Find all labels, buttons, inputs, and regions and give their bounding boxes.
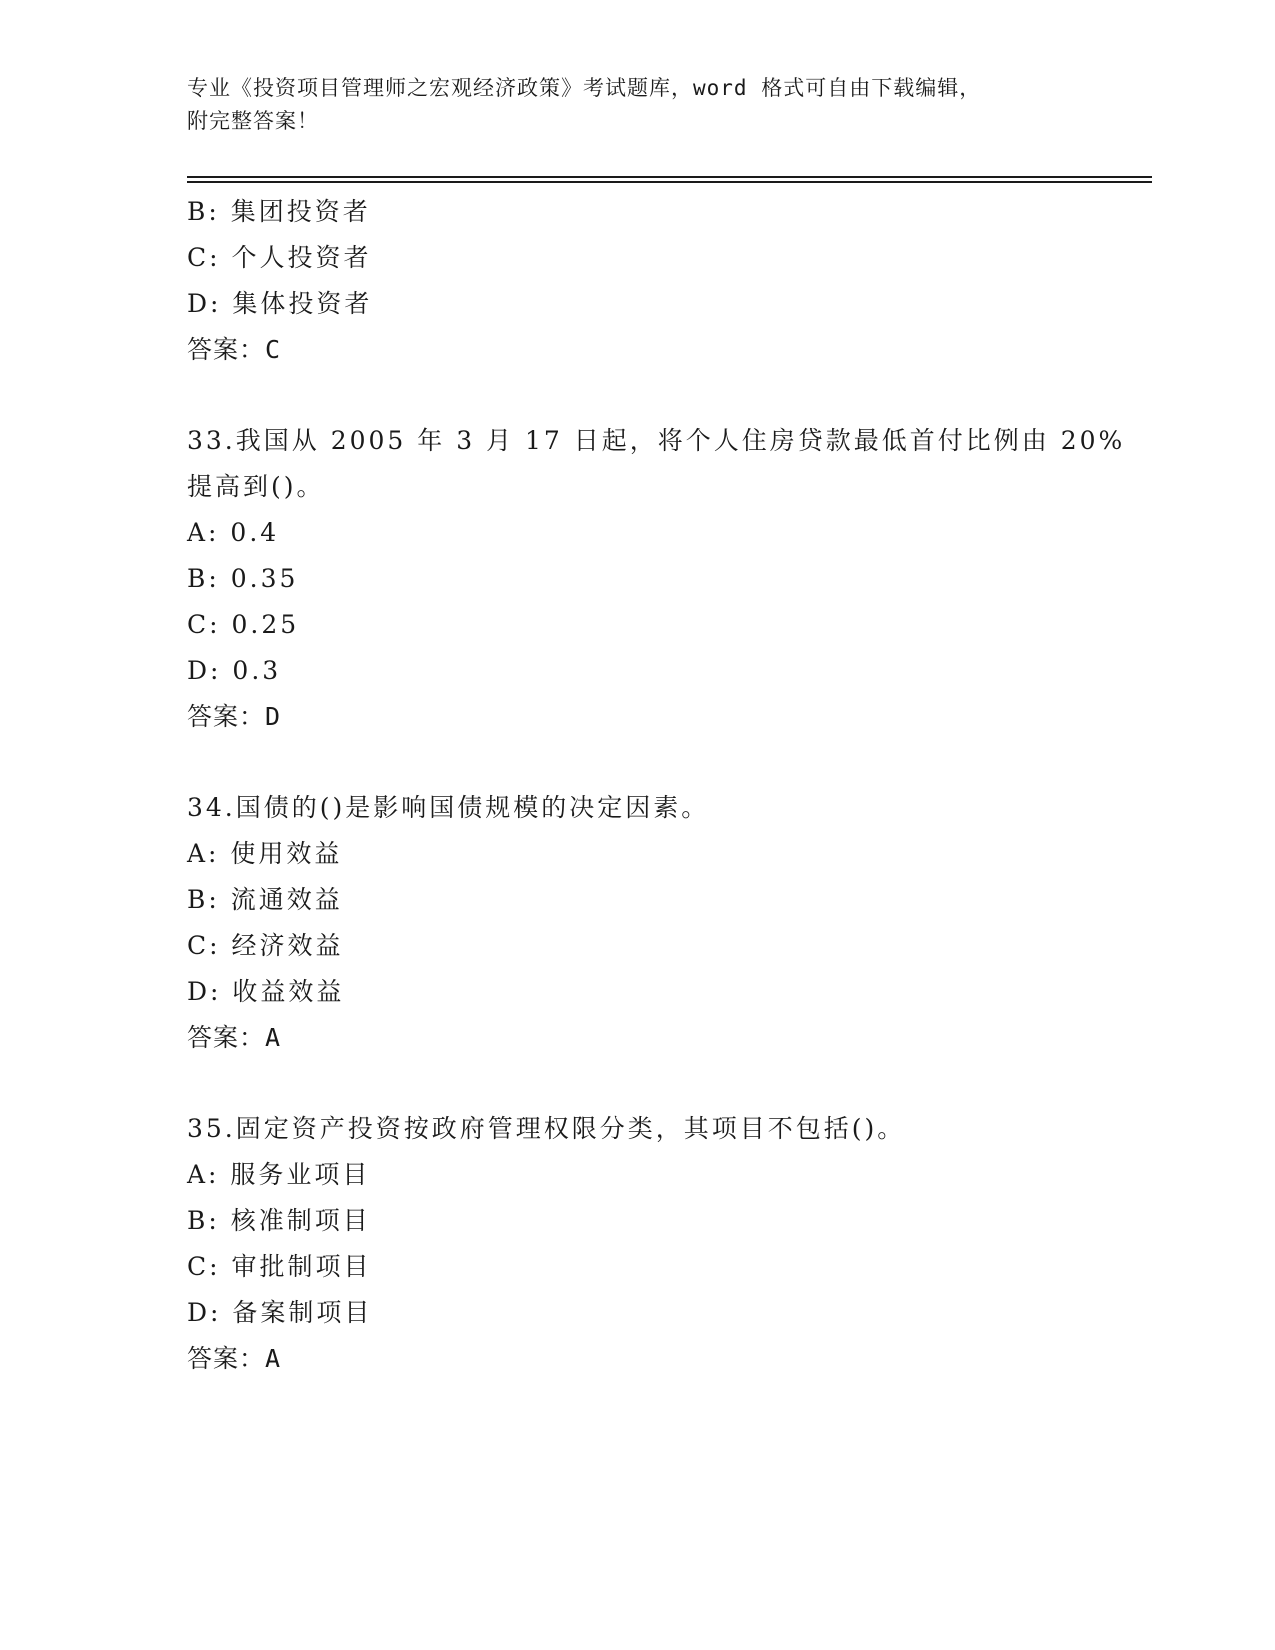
header-divider-top bbox=[187, 176, 1152, 178]
question-stem: 34.国债的()是影响国债规模的决定因素。 bbox=[187, 793, 710, 822]
option-a: A: 使用效益 bbox=[187, 839, 343, 868]
document-header bbox=[187, 72, 1087, 138]
question-stem-continued: 提高到()。 bbox=[187, 472, 325, 501]
option-d: D: 0.3 bbox=[187, 656, 282, 685]
question-block-33 bbox=[187, 418, 1152, 740]
option-c: C: 个人投资者 bbox=[187, 243, 372, 272]
answer-line: 答案：D bbox=[187, 702, 282, 731]
header-line-1: 专业《投资项目管理师之宏观经济政策》考试题库，word 格式可自由下载编辑， bbox=[187, 76, 982, 100]
option-b: B: 流通效益 bbox=[187, 885, 343, 914]
header-line-2: 附完整答案！ bbox=[187, 109, 319, 133]
answer-line: 答案：A bbox=[187, 1023, 282, 1052]
question-list bbox=[187, 189, 1152, 1382]
question-spacer bbox=[187, 740, 1152, 785]
answer-line: 答案：A bbox=[187, 1344, 282, 1373]
question-stem: 33.我国从 2005 年 3 月 17 日起，将个人住房贷款最低首付比例由 20% bbox=[187, 426, 1126, 455]
option-b: B: 核准制项目 bbox=[187, 1206, 371, 1235]
option-d: D: 集体投资者 bbox=[187, 289, 373, 318]
option-c: C: 审批制项目 bbox=[187, 1252, 372, 1281]
question-block-35 bbox=[187, 1106, 1152, 1382]
option-c: C: 经济效益 bbox=[187, 931, 344, 960]
option-d: D: 备案制项目 bbox=[187, 1298, 373, 1327]
question-block-previous bbox=[187, 189, 1152, 373]
option-a: A: 服务业项目 bbox=[187, 1160, 371, 1189]
option-d: D: 收益效益 bbox=[187, 977, 345, 1006]
question-block-34 bbox=[187, 785, 1152, 1061]
option-a: A: 0.4 bbox=[187, 518, 280, 547]
option-c: C: 0.25 bbox=[187, 610, 300, 639]
header-divider-bottom bbox=[187, 181, 1152, 183]
question-spacer bbox=[187, 373, 1152, 418]
answer-line: 答案：C bbox=[187, 335, 282, 364]
option-b: B: 集团投资者 bbox=[187, 197, 371, 226]
option-b: B: 0.35 bbox=[187, 564, 299, 593]
question-spacer bbox=[187, 1061, 1152, 1106]
question-stem: 35.固定资产投资按政府管理权限分类，其项目不包括()。 bbox=[187, 1114, 906, 1143]
